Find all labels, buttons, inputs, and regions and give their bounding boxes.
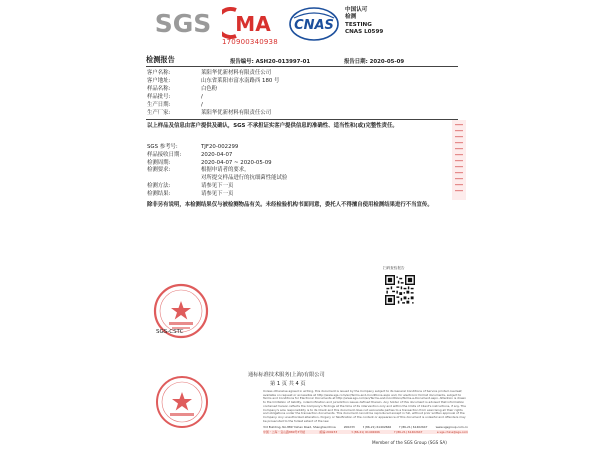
info-row: [147, 86, 217, 93]
info-row: [147, 102, 203, 109]
info-value: 请参见下一页: [201, 191, 234, 197]
address-email-link[interactable]: e sgs.china@sgs.com: [436, 430, 468, 434]
info-row: [147, 175, 287, 182]
info-value: 莱阳华优新材料有限责任公司: [201, 110, 272, 116]
info-value: /: [201, 94, 203, 100]
info-label: 客户名称:: [147, 70, 171, 76]
address-bar-cn: [263, 430, 468, 434]
report-date-value: 2020-05-09: [369, 59, 405, 65]
address-web-link[interactable]: www.sgsgroup.com.cn: [435, 425, 468, 429]
inspection-seal-icon: [154, 374, 210, 430]
report-title: 检测报告: [146, 55, 175, 64]
qr-code-icon[interactable]: [385, 275, 415, 305]
info-row: [147, 78, 279, 85]
results-disclaimer: 除非另有说明，本检测结果仅与被检测物品有关。未经检验机构书面同意，委托人不得擅自使用检测结果进行不当宣传。: [147, 202, 433, 208]
info-row: [147, 167, 250, 174]
footer-company-name: 通标标准技术服务(上海)有限公司: [248, 372, 325, 378]
info-row: [147, 183, 233, 190]
address-bar-en: [263, 425, 468, 429]
stamp-caption: SGS-CSTC: [156, 329, 184, 335]
cnas-caption-line: 中国认可: [345, 7, 368, 13]
address-postcode: 200233: [343, 425, 355, 429]
info-value: 对所提交样品进行的抗细菌性能试验: [201, 175, 288, 181]
info-value: 2020-04-07: [201, 152, 233, 158]
report-number: [230, 57, 310, 65]
cma-logo: [222, 6, 272, 40]
qr-caption: 扫码查验报告: [383, 266, 405, 270]
info-label: 客户地址:: [147, 78, 171, 84]
info-row: [147, 144, 238, 151]
info-label: 检测周期:: [147, 160, 171, 166]
info-row: [147, 152, 232, 159]
info-value: 请参见下一页: [201, 183, 234, 189]
cma-number: 170900340938: [222, 38, 278, 46]
info-value: TJF20-002299: [201, 144, 239, 150]
page-number: 第 1 页 共 4 页: [270, 381, 306, 387]
info-value: 白色粉: [201, 86, 218, 92]
info-row: [147, 94, 203, 101]
cnas-caption-line: TESTING: [345, 21, 372, 28]
info-value: /: [201, 102, 203, 108]
report-date: [344, 57, 404, 65]
info-label: 检测要求:: [147, 167, 171, 173]
info-value: 根据申请者的要求，: [201, 167, 250, 173]
info-label: 样品批号:: [147, 94, 171, 100]
address-street: 3rd Building, No.889 Yishan Road, Shanghai,China: [263, 425, 336, 429]
divider: [146, 119, 458, 120]
sgs-logo: [153, 8, 213, 38]
info-label: 样品接收日期:: [147, 152, 182, 158]
address-phone: t (86-21) 61402666: [351, 430, 380, 434]
report-number-value: ASH20-013997-01: [255, 59, 311, 65]
info-label: SGS 参考号:: [147, 144, 178, 150]
info-label: 检测方法:: [147, 183, 171, 189]
address-postcode: 邮编:200233: [319, 430, 338, 434]
info-row: [147, 110, 271, 117]
info-label: 生产日期:: [147, 102, 171, 108]
cnas-caption: [345, 7, 383, 37]
report-number-label: 报告编号:: [230, 59, 254, 65]
info-value: 2020-04-07 ~ 2020-05-09: [201, 160, 272, 166]
cnas-logo: [288, 6, 340, 42]
info-label: 检测结果:: [147, 191, 171, 197]
customer-info-disclaimer: 以上样品及信息由客户提供及确认，SGS 不承担证实客户提供信息的准确性、适当性和(或)完整性责任。: [147, 123, 398, 129]
info-row: [147, 191, 233, 198]
cnas-caption-line: CNAS L0599: [345, 29, 384, 36]
sgs-member-note: Member of the SGS Group (SGS SA): [372, 440, 447, 445]
report-date-label: 报告日期:: [344, 59, 368, 65]
security-strip: [452, 120, 466, 200]
sgs-logo-text: SGS: [154, 9, 212, 38]
info-row: [147, 160, 272, 167]
address-fax: f (86-21) 61402647: [394, 430, 423, 434]
cnas-logo-text: CNAS: [294, 18, 334, 33]
cma-logo-text: MA: [235, 12, 271, 36]
info-label: 样品名称:: [147, 86, 171, 92]
address-phone: t (86-21) 61402666: [362, 425, 392, 429]
address-fax: f (86-21) 61402647: [399, 425, 428, 429]
cnas-caption-line: 检测: [345, 14, 357, 21]
terms-fine-print: Unless otherwise agreed in writing, this document is issued by the Company subject to its General Conditions of Service printed overleaf, available on request or accessible at http://www.sgs.com/en/Terms-and-Conditions.aspx and, for electronic format documents, subject to Terms and Conditions for Electronic Documents at http://www.sgs.com/en/Terms-and-Conditions/Terms-e-Document.aspx. Attention is drawn to the limitation of liability, indemnification and jurisdiction issues defined therein. Any holder of this document is advised that information contained hereon reflects the Company's findings at the time of its intervention only and within the limits of Client's instructions, if any. The Company's sole responsibility is to its Client and this document does not exonerate parties to a transaction from exercising all their rights and obligations under the transaction documents. This document cannot be reproduced except in full, without prior written approval of the Company. Any unauthorized alteration, forgery or falsification of the content or appearance of this document is unlawful and offenders may be prosecuted to the fullest extent of the law.: [263, 389, 467, 423]
divider: [146, 66, 458, 67]
info-label: 生产厂家:: [147, 110, 171, 116]
info-row: [147, 70, 271, 77]
address-street: 中国・上海・宜山路889号3号楼: [263, 430, 306, 434]
info-value: 山东省莱阳市富水南路西 180 号: [201, 78, 280, 84]
info-value: 莱阳华优新材料有限责任公司: [201, 70, 272, 76]
